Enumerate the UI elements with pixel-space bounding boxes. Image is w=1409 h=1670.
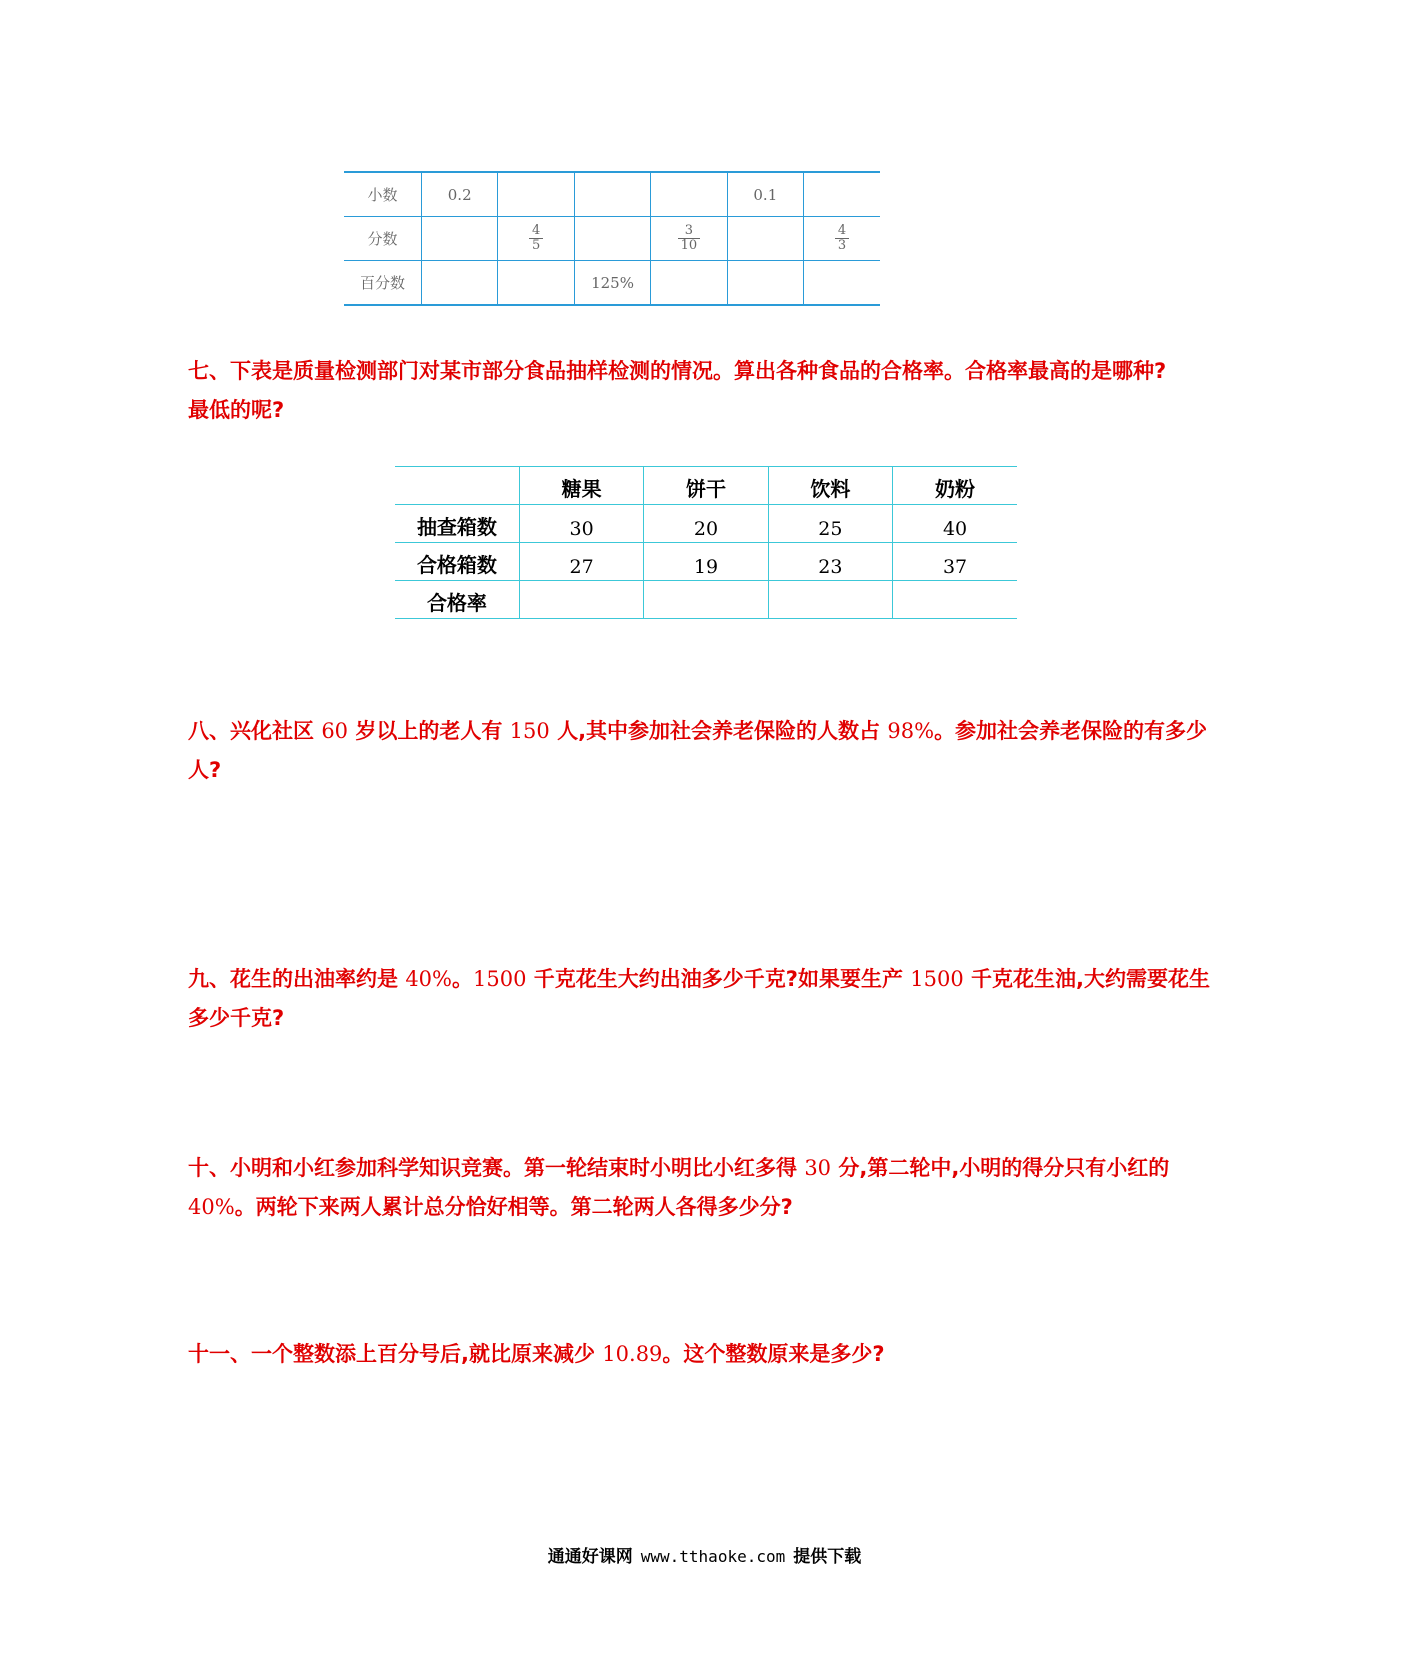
row-header: 抽查箱数 [395,505,519,543]
question-8-line2: 人? [188,758,222,782]
table-cell [644,581,768,619]
table-cell [498,261,574,306]
table-cell [727,217,803,261]
text: 岁以上的老人有 [348,719,510,743]
table-cell [574,172,650,217]
text: 十一、一个整数添上百分号后,就比原来减少 [188,1342,603,1366]
table-cell: 0.1 [727,172,803,217]
question-7 [188,352,1218,430]
quality-table [395,466,1017,619]
footer-url: www.tthaoke.com [640,1547,786,1566]
table-cell [893,581,1017,619]
table-cell: 27 [519,543,643,581]
text: 十、小明和小红参加科学知识竞赛。第一轮结束时小明比小红多得 [188,1156,805,1180]
number: 10.89 [602,1342,663,1366]
text: 千克花生油,大约需要花生 [963,967,1211,991]
table-cell: 23 [768,543,892,581]
row-header: 合格箱数 [395,543,519,581]
table-cell [768,581,892,619]
table-cell: 25 [768,505,892,543]
question-11-line1 [188,1335,1218,1374]
table-cell [422,261,498,306]
table-row [395,543,1017,581]
table-header-row [395,467,1017,505]
text: 。这个整数原来是多少? [662,1342,885,1366]
table-cell [651,217,727,261]
fraction [529,224,543,253]
table-cell: 40 [893,505,1017,543]
fraction [678,224,701,253]
question-8-line1 [188,712,1218,751]
text: 人,其中参加社会养老保险的人数占 [549,719,888,743]
row-label-fraction: 分数 [344,217,422,261]
fraction-row [344,217,880,261]
fraction-denominator: 3 [837,238,847,253]
fraction-numerator: 4 [529,224,543,239]
number: 30 [804,1156,832,1180]
table-cell [498,172,574,217]
table-cell [727,261,803,306]
column-header: 奶粉 [893,467,1017,505]
table-cell: 20 [644,505,768,543]
text: 九、花生的出油率约是 [188,967,406,991]
table-cell [651,261,727,306]
number: 60 [321,719,349,743]
question-10-line2 [188,1188,1218,1227]
table-cell [574,217,650,261]
question-10 [188,1149,1218,1227]
question-9-line1 [188,960,1218,999]
row-label-decimal: 小数 [344,172,422,217]
text: 。 [452,967,473,991]
text: 千克花生大约出油多少千克?如果要生产 [526,967,911,991]
column-header: 饼干 [644,467,768,505]
fraction-denominator: 5 [531,238,541,253]
table-cell [422,217,498,261]
column-header: 饮料 [768,467,892,505]
question-11 [188,1335,1218,1374]
number: 98% [887,719,935,743]
question-10-line1 [188,1149,1218,1188]
conversion-table [344,171,880,306]
table-cell [804,172,880,217]
table-cell: 37 [893,543,1017,581]
column-header: 糖果 [519,467,643,505]
number: 1500 [910,967,964,991]
fraction-numerator: 3 [678,224,701,239]
number: 1500 [473,967,527,991]
table-cell [651,172,727,217]
table-cell [804,217,880,261]
footer-provided: 提供下载 [793,1547,862,1567]
question-9 [188,960,1218,1038]
text: 八、兴化社区 [188,719,322,743]
table-row [395,505,1017,543]
row-label-percent: 百分数 [344,261,422,306]
fraction-denominator: 10 [680,238,698,253]
text: 。参加社会养老保险的有多少 [934,719,1208,743]
table-cell: 0.2 [422,172,498,217]
table-cell: 19 [644,543,768,581]
number: 150 [509,719,550,743]
table-cell [498,217,574,261]
question-8 [188,712,1218,790]
table-row [395,581,1017,619]
question-9-line2: 多少千克? [188,1006,285,1030]
table-cell [804,261,880,306]
table-cell: 125% [574,261,650,306]
table-cell: 30 [519,505,643,543]
decimal-row [344,172,880,217]
table-cell [519,581,643,619]
footer-site-name: 通通好课网 [547,1547,633,1567]
text: 分,第二轮中,小明的得分只有小红的 [831,1156,1170,1180]
number: 40% [405,967,452,991]
percent-row [344,261,880,306]
row-header: 合格率 [395,581,519,619]
fraction [835,224,849,253]
page-footer [0,1542,1409,1567]
question-7-line2: 最低的呢? [188,398,285,422]
text: 。两轮下来两人累计总分恰好相等。第二轮两人各得多少分? [234,1195,793,1219]
question-7-line1: 七、下表是质量检测部门对某市部分食品抽样检测的情况。算出各种食品的合格率。合格率最高的是哪种? [188,359,1167,383]
number: 40% [188,1195,235,1219]
table-corner-cell [395,467,519,505]
fraction-numerator: 4 [835,224,849,239]
